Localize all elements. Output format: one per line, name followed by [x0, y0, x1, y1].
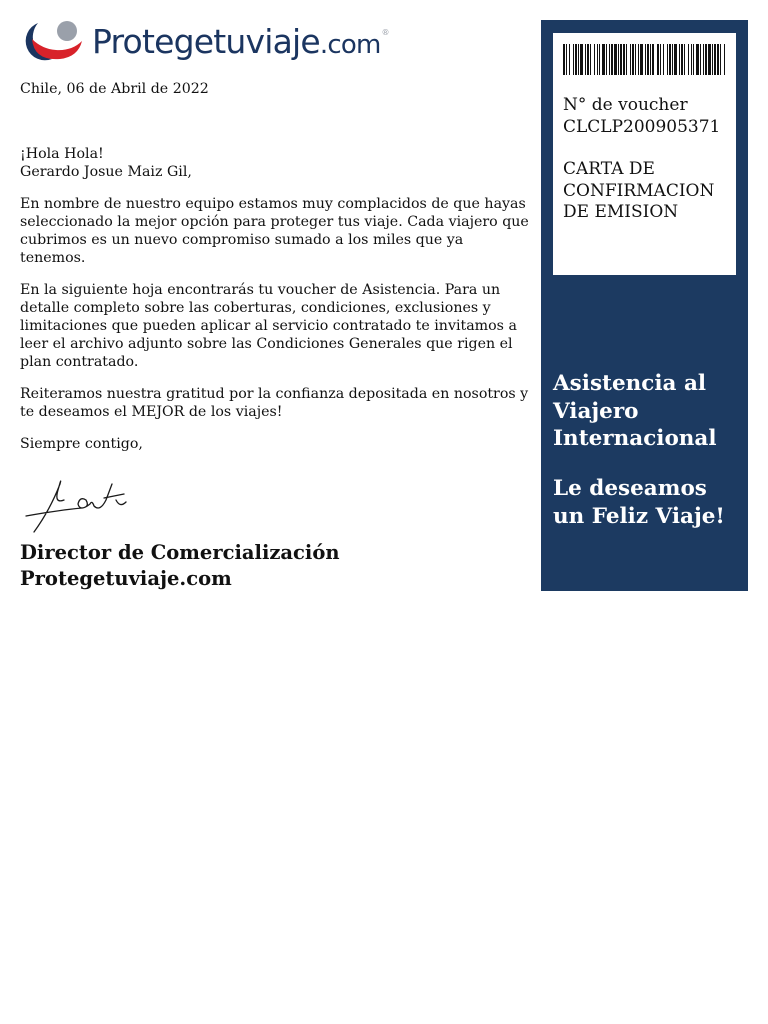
barcode-bar: [652, 44, 654, 75]
signer-title: Director de Comercialización: [20, 541, 340, 564]
voucher-panel: [541, 20, 748, 591]
barcode-bar: [587, 44, 589, 75]
barcode-bar: [674, 44, 677, 75]
barcode-bar: [714, 44, 716, 75]
panel-heading-1-line-2: Viajero: [553, 398, 639, 424]
voucher-label: N° de voucher: [563, 95, 688, 115]
barcode-bar: [684, 44, 685, 75]
barcode-bar: [660, 44, 661, 75]
brand-name-part3: .com: [319, 29, 381, 60]
barcode-bar: [672, 44, 673, 75]
letter-body: [20, 80, 530, 453]
barcode-bar: [606, 44, 607, 75]
brand-logo: [20, 18, 389, 64]
voucher-number: CLCLP200905371: [563, 116, 721, 137]
panel-heading-wish: [553, 475, 743, 530]
signer-block: [20, 540, 340, 592]
letter-closing: Siempre contigo,: [20, 436, 143, 452]
barcode-bar: [696, 44, 699, 75]
letter-paragraph-2: En la siguiente hoja encontrarás tu voucher de Asistencia. Para un detalle completo sobre las coberturas, condiciones, exclusiones y limitaciones que pueden aplicar al servicio contratado te invitamos a leer el archivo adjunto sobre las Condiciones Generales que rigen el plan contratado.: [20, 282, 517, 370]
barcode-bar: [623, 44, 625, 75]
barcode-bar: [700, 44, 701, 75]
barcode-bar: [566, 44, 567, 75]
barcode-bar: [618, 44, 619, 75]
barcode-bar: [720, 44, 721, 75]
barcode-bar: [703, 44, 704, 75]
brand-wordmark: [92, 21, 389, 61]
barcode-bar: [669, 44, 671, 75]
barcode-bar: [573, 44, 574, 75]
barcode-bar: [650, 44, 651, 75]
registered-mark: ®: [381, 27, 389, 37]
doc-type-line-1: CARTA DE: [563, 159, 655, 179]
panel-heading-assistance: [553, 370, 743, 453]
panel-heading-2-line-2: un Feliz Viaje!: [553, 503, 725, 529]
letter-paragraph-1: En nombre de nuestro equipo estamos muy complacidos de que hayas seleccionado la mejor opción para proteger tus viaje. Cada viajero que cubrimos es un nuevo compromiso sumado a los miles que ya tenemos.: [20, 196, 529, 266]
barcode-bar: [679, 44, 680, 75]
barcode-bar: [693, 44, 694, 75]
voucher-info: [563, 95, 733, 224]
barcode-bar: [585, 44, 586, 75]
barcode-bar: [580, 44, 583, 75]
barcode-bar: [681, 44, 683, 75]
barcode-bar: [705, 44, 707, 75]
barcode-bar: [594, 44, 595, 75]
signer-company: Protegetuviaje.com: [20, 567, 232, 590]
barcode-icon: [563, 44, 726, 75]
barcode-bar: [647, 44, 649, 75]
barcode-bar: [640, 44, 643, 75]
barcode-bar: [724, 44, 725, 75]
barcode-bar: [708, 44, 711, 75]
handwritten-signature: [20, 470, 130, 536]
barcode-bar: [569, 44, 570, 75]
letter-recipient: Gerardo Josue Maiz Gil,: [20, 164, 192, 180]
doc-type-line-2: CONFIRMACION: [563, 180, 715, 201]
doc-type-line-3: DE EMISION: [563, 202, 679, 222]
barcode-bar: [667, 44, 668, 75]
barcode-bar: [575, 44, 577, 75]
barcode-bar: [688, 44, 689, 75]
barcode-bar: [657, 44, 659, 75]
panel-heading-1-line-3: Internacional: [553, 426, 717, 451]
panel-heading-1-line-1: Asistencia al: [553, 371, 707, 396]
barcode-bar: [602, 44, 605, 75]
voucher-card: [553, 33, 736, 275]
letter-paragraph-3: Reiteramos nuestra gratitud por la confianza depositada en nosotros y te deseamos el MEJOR de los viajes!: [20, 386, 529, 420]
barcode-bar: [712, 44, 713, 75]
barcode-bar: [630, 44, 631, 75]
barcode-bar: [590, 44, 591, 75]
barcode-bar: [578, 44, 579, 75]
barcode-bar: [635, 44, 636, 75]
barcode-bar: [645, 44, 646, 75]
brand-logo-mark-icon: [20, 19, 84, 63]
barcode-bar: [599, 44, 600, 75]
brand-name-part2: tuviaje: [213, 21, 320, 61]
letter-date: Chile, 06 de Abril de 2022: [20, 81, 209, 97]
barcode-bar: [611, 44, 613, 75]
barcode-bar: [563, 44, 565, 75]
barcode-bar: [626, 44, 627, 75]
barcode-bar: [638, 44, 639, 75]
barcode-bar: [632, 44, 634, 75]
barcode-bar: [614, 44, 617, 75]
barcode-bar: [609, 44, 610, 75]
barcode-bar: [620, 44, 622, 75]
panel-heading-2-line-1: Le deseamos: [553, 476, 707, 501]
barcode-bar: [663, 44, 664, 75]
letter-greeting: ¡Hola Hola!: [20, 146, 104, 162]
barcode-bar: [691, 44, 692, 75]
barcode-bar: [717, 44, 719, 75]
brand-name-part1: Protege: [92, 21, 214, 61]
barcode-bar: [597, 44, 598, 75]
